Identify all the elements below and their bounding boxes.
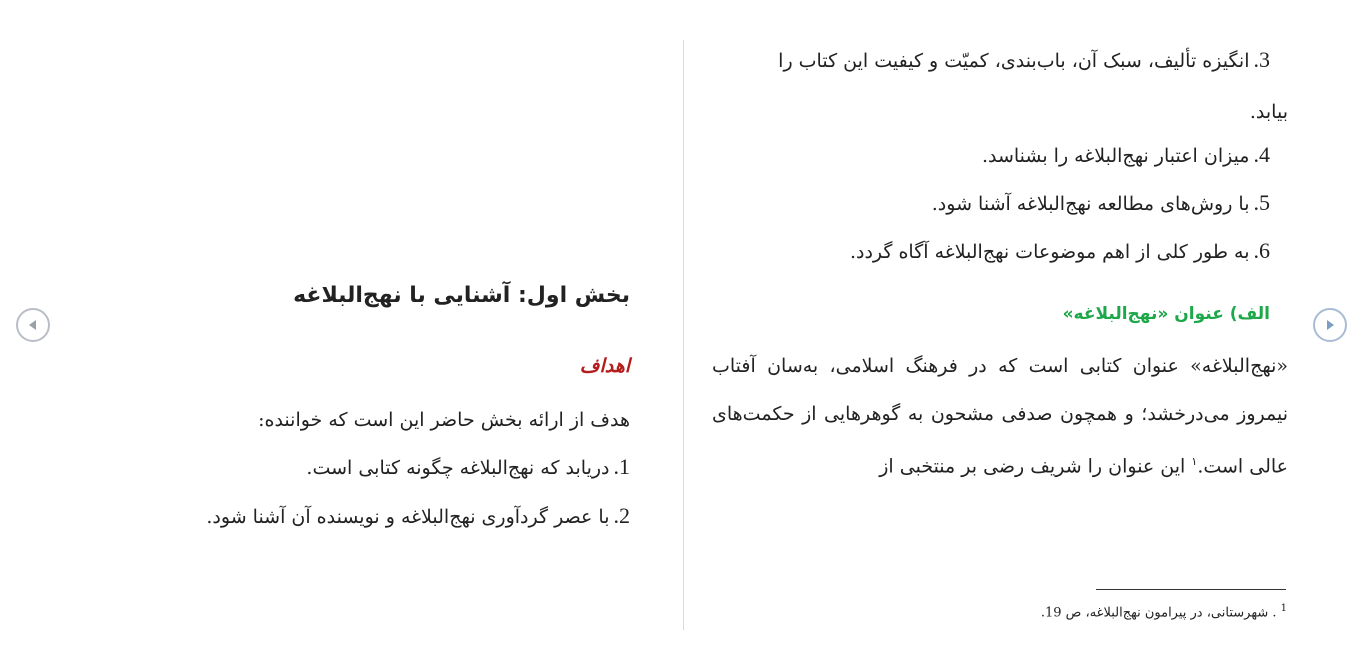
list-number: 6. xyxy=(1253,238,1270,263)
section-title: بخش اول: آشنایی با نهج‌البلاغه xyxy=(293,283,630,308)
goals-intro: هدف از ارائه بخش حاضر این است که خواننده: xyxy=(258,409,630,431)
paragraph-text: این عنوان را شریف رضی بر منتخبی از xyxy=(879,455,1192,478)
goal-item xyxy=(206,502,630,531)
goal-item xyxy=(932,189,1270,218)
list-number: 4. xyxy=(1253,142,1270,167)
goal-item xyxy=(850,237,1270,266)
list-number: 1. xyxy=(613,454,630,479)
body-paragraph xyxy=(712,342,1288,490)
sub-heading: الف) عنوان «نهج‌البلاغه» xyxy=(1062,304,1270,324)
goal-item xyxy=(778,46,1270,75)
paragraph-text: «نهج‌البلاغه» عنوان کتابی است که در فرهنگ اسلامی، به‌سان آفتاب نیمروز می‌درخشد؛ و همچون صدفی مشحون به گوهرهایی از حکمت‌های عالی است. xyxy=(712,355,1288,478)
list-text: با روش‌های مطالعه نهج‌البلاغه آشنا شود. xyxy=(931,193,1250,215)
goals-title: اهداف xyxy=(579,355,630,377)
list-text: دریابد که نهج‌البلاغه چگونه کتابی است. xyxy=(306,457,610,479)
goal-item-continuation: بیابد. xyxy=(1249,101,1288,123)
list-number: 2. xyxy=(613,503,630,528)
footnote-reference[interactable]: ۱ xyxy=(1191,455,1198,468)
list-text: انگیزه تألیف، سبک آن، باب‌بندی، کمیّت و کیفیت این کتاب را xyxy=(778,50,1250,72)
previous-page-button[interactable] xyxy=(16,308,50,342)
page-divider xyxy=(683,40,684,630)
footnote-marker: 1 xyxy=(1280,603,1287,614)
goal-item xyxy=(306,453,630,482)
list-text: به طور کلی از اهم موضوعات نهج‌البلاغه آگاه گردد. xyxy=(849,241,1250,263)
triangle-right-icon xyxy=(1323,318,1337,332)
triangle-left-icon xyxy=(26,318,40,332)
footnote-separator xyxy=(1096,589,1286,590)
footnote-text: . شهرستانی، در پیرامون نهج‌البلاغه، ص 19. xyxy=(1040,605,1277,621)
list-number: 3. xyxy=(1253,47,1270,72)
list-number: 5. xyxy=(1253,190,1270,215)
list-text: با عصر گردآوری نهج‌البلاغه و نویسنده آن آشنا شود. xyxy=(206,506,610,528)
goal-item xyxy=(982,141,1270,170)
next-page-button[interactable] xyxy=(1313,308,1347,342)
list-text: میزان اعتبار نهج‌البلاغه را بشناسد. xyxy=(981,145,1250,167)
footnote xyxy=(1041,603,1287,620)
